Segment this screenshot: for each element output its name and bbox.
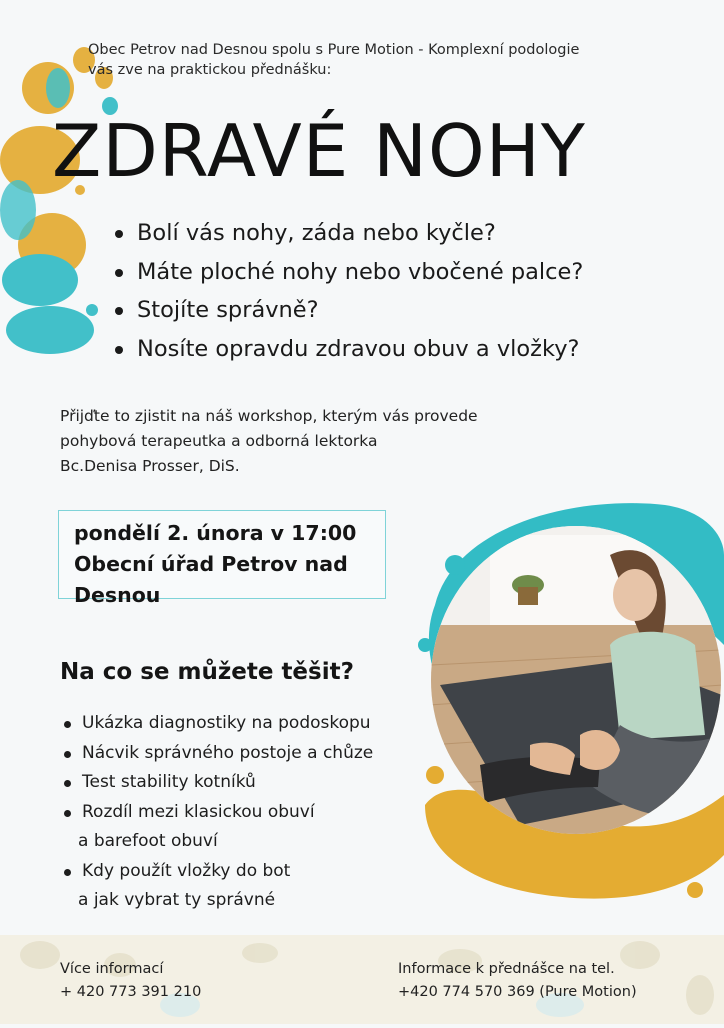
event-place-line-1: Obecní úřad Petrov nad <box>74 552 348 576</box>
benefits-list <box>64 709 373 916</box>
footer-right <box>398 958 637 1004</box>
footer-right-label: Informace k přednášce na tel. <box>398 961 615 977</box>
yoga-photo <box>430 525 722 835</box>
event-place-line-2: Desnou <box>74 583 161 607</box>
benefit-item <box>64 739 373 769</box>
benefit-continuation: a jak vybrat ty správné <box>78 890 276 910</box>
event-details <box>74 518 356 611</box>
workshop-line-2: pohybová terapeutka a odborná lektorka <box>60 432 378 450</box>
question-item: Máte ploché nohy nebo vbočené palce? <box>112 253 583 292</box>
benefit-item <box>64 768 373 798</box>
footer-left <box>60 958 201 1004</box>
benefit-continuation: a barefoot obuví <box>78 831 218 851</box>
benefit-text: Nácvik správného postoje a chůze <box>82 742 374 763</box>
footer-right-phone: +420 774 570 369 (Pure Motion) <box>398 984 637 1000</box>
intro-line-2: vás zve na praktickou přednášku: <box>88 62 332 78</box>
footer-left-phone: + 420 773 391 210 <box>60 984 202 1000</box>
question-list <box>112 214 583 368</box>
benefit-item <box>64 709 373 739</box>
intro-text <box>88 40 668 80</box>
workshop-line-1: Přijďte to zjistit na náš workshop, kterým vás provede <box>60 407 478 425</box>
footprint-decoration <box>0 40 130 380</box>
benefit-text: Ukázka diagnostiky na podoskopu <box>82 713 371 733</box>
benefit-text: Kdy použít vložky do bot <box>82 860 291 881</box>
question-item: Nosíte opravdu zdravou obuv a vložky? <box>112 330 583 369</box>
benefit-item <box>64 798 373 857</box>
benefit-text: Test stability kotníků <box>82 772 256 792</box>
poster-title: ZDRAVÉ NOHY <box>52 109 586 193</box>
benefits-heading: Na co se můžete těšit? <box>60 659 354 685</box>
workshop-line-3: Bc.Denisa Prosser, DiS. <box>60 457 240 475</box>
footer-left-label: Více informací <box>60 961 164 977</box>
benefit-item <box>64 857 373 916</box>
benefit-text: Rozdíl mezi klasickou obuví <box>82 801 315 822</box>
question-item: Stojíte správně? <box>112 291 583 330</box>
intro-line-1: Obec Petrov nad Desnou spolu s Pure Motion - Komplexní podologie <box>88 42 580 58</box>
event-date: pondělí 2. února v 17:00 <box>74 521 357 545</box>
question-item: Bolí vás nohy, záda nebo kyčle? <box>112 214 583 253</box>
workshop-text <box>60 404 580 479</box>
